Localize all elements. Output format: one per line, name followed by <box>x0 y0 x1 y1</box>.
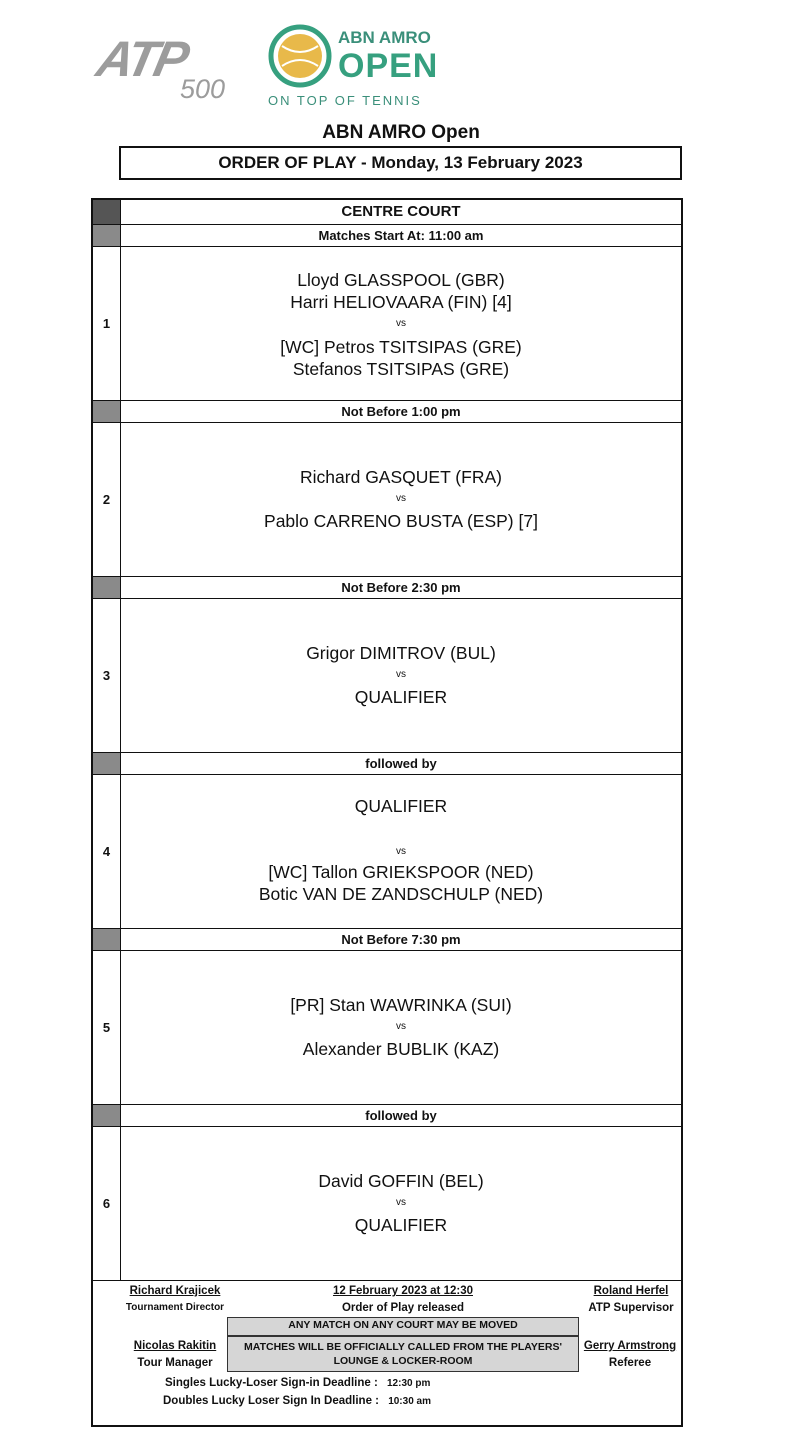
atp-500-logo <box>92 30 243 105</box>
start-time-row <box>93 225 681 247</box>
manager-title: Tour Manager <box>137 1357 213 1369</box>
player-name: Grigor DIMITROV (BUL) <box>306 643 496 663</box>
player-name: QUALIFIER <box>354 1215 448 1235</box>
abn-logo-line1: ABN AMRO <box>338 28 431 47</box>
warning-called <box>227 1336 579 1372</box>
player-name: [WC] Tallon GRIEKSPOOR (NED) <box>268 862 534 882</box>
singles-deadline <box>165 1376 430 1391</box>
abn-logo-tagline: ON TOP OF TENNIS <box>268 93 422 108</box>
supervisor-name: Roland Herfel <box>593 1285 669 1297</box>
time-header-row <box>93 1105 681 1127</box>
director-title: Tournament Director <box>125 1302 225 1313</box>
player-name: Richard GASQUET (FRA) <box>300 467 502 487</box>
match-row <box>93 1127 681 1281</box>
doubles-deadline <box>163 1394 431 1409</box>
referee-title: Referee <box>608 1357 652 1369</box>
abn-logo-line2: OPEN <box>338 47 439 85</box>
player-name: Stefanos TSITSIPAS (GRE) <box>292 359 510 379</box>
match-number: 1 <box>93 247 121 400</box>
released-label: Order of Play released <box>341 1302 465 1314</box>
court-header-row <box>93 200 681 225</box>
time-header: Not Before 7:30 pm <box>341 932 461 947</box>
vs-label: vs <box>396 493 406 504</box>
time-header: Not Before 2:30 pm <box>341 580 461 595</box>
player-name: QUALIFIER <box>354 687 448 707</box>
vs-label: vs <box>396 846 406 857</box>
vs-label: vs <box>396 1021 406 1032</box>
player-name: [WC] Petros TSITSIPAS (GRE) <box>280 337 522 357</box>
start-time: Matches Start At: 11:00 am <box>318 228 484 243</box>
player-name: Alexander BUBLIK (KAZ) <box>302 1039 500 1059</box>
schedule-table <box>91 198 683 1427</box>
director-name: Richard Krajicek <box>129 1285 221 1297</box>
player-name: David GOFFIN (BEL) <box>318 1171 484 1191</box>
warning-move: ANY MATCH ON ANY COURT MAY BE MOVED <box>227 1317 579 1336</box>
match-row <box>93 775 681 929</box>
match-row <box>93 951 681 1105</box>
player-name: Botic VAN DE ZANDSCHULP (NED) <box>258 884 544 904</box>
atp-logo-text: ATP <box>92 31 192 87</box>
court-name: CENTRE COURT <box>341 203 461 220</box>
tournament-title: ABN AMRO Open <box>322 122 480 143</box>
time-header-row <box>93 929 681 951</box>
player-name: QUALIFIER <box>354 796 448 816</box>
footer-officials <box>93 1281 681 1425</box>
player-name: Harri HELIOVAARA (FIN) [4] <box>290 292 512 312</box>
released-date: 12 February 2023 at 12:30 <box>332 1285 473 1297</box>
match-number: 5 <box>93 951 121 1104</box>
player-name: Pablo CARRENO BUSTA (ESP) [7] <box>264 511 538 531</box>
vs-label: vs <box>396 669 406 680</box>
vs-label: vs <box>396 318 406 329</box>
time-header: followed by <box>365 756 437 771</box>
supervisor-title: ATP Supervisor <box>588 1302 674 1314</box>
match-number: 3 <box>93 599 121 752</box>
match-number: 4 <box>93 775 121 928</box>
time-header-row <box>93 577 681 599</box>
doubles-deadline-label: Doubles Lucky Loser Sign In Deadline : <box>163 1395 379 1407</box>
match-row <box>93 599 681 753</box>
time-header: followed by <box>365 1108 437 1123</box>
doubles-deadline-time: 10:30 am <box>388 1396 431 1407</box>
warning-called-line2: LOUNGE & LOCKER-ROOM <box>333 1355 473 1367</box>
atp-logo-number: 500 <box>180 74 226 104</box>
player-name: Lloyd GLASSPOOL (GBR) <box>297 270 505 290</box>
time-header: Not Before 1:00 pm <box>341 404 461 419</box>
tennis-ball-icon <box>268 24 332 88</box>
match-number: 2 <box>93 423 121 576</box>
vs-label: vs <box>396 1197 406 1208</box>
order-of-play-title: ORDER OF PLAY - Monday, 13 February 2023 <box>119 146 682 180</box>
referee-name: Gerry Armstrong <box>583 1340 677 1352</box>
manager-name: Nicolas Rakitin <box>133 1340 217 1352</box>
singles-deadline-label: Singles Lucky-Loser Sign-in Deadline : <box>165 1377 378 1389</box>
time-header-row <box>93 401 681 423</box>
time-header-row <box>93 753 681 775</box>
player-name: [PR] Stan WAWRINKA (SUI) <box>290 995 512 1015</box>
warning-called-line1: MATCHES WILL BE OFFICIALLY CALLED FROM THE PLAYERS' <box>244 1341 562 1353</box>
singles-deadline-time: 12:30 pm <box>387 1378 431 1389</box>
match-row <box>93 247 681 401</box>
match-number: 6 <box>93 1127 121 1280</box>
match-row <box>93 423 681 577</box>
